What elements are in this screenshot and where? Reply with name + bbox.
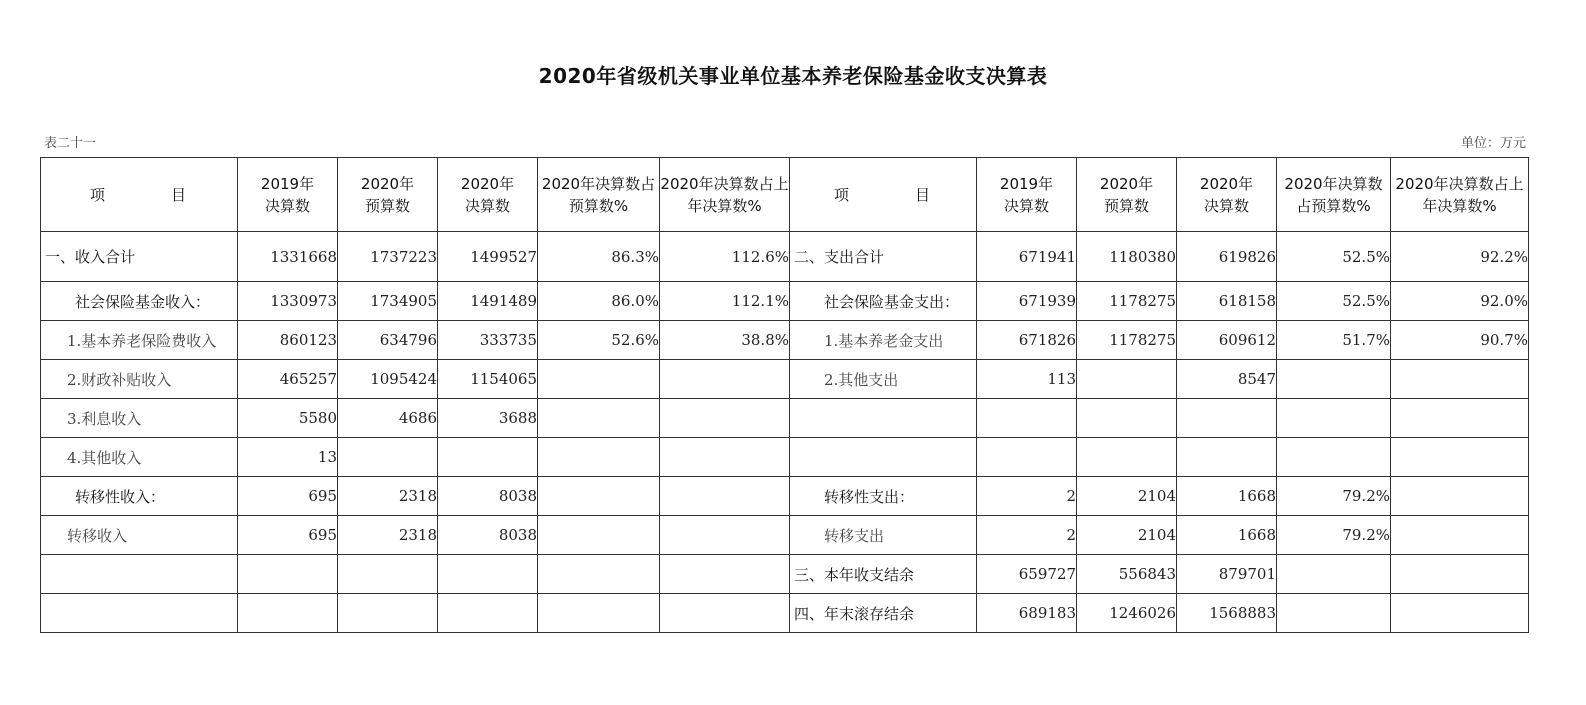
expense-2020-final: 609612 (1177, 321, 1277, 360)
income-2020-final: 3688 (438, 399, 538, 438)
expense-label: 二、支出合计 (790, 232, 977, 282)
income-2019-final: 1330973 (238, 282, 338, 321)
expense-2020-budget: 2104 (1077, 516, 1177, 555)
income-pct-of-budget: 86.0% (538, 282, 660, 321)
expense-2020-final: 8547 (1177, 360, 1277, 399)
expense-pct-of-budget: 79.2% (1277, 477, 1391, 516)
expense-2019-final: 671939 (977, 282, 1077, 321)
income-pct-of-budget (538, 438, 660, 477)
income-pct-of-prev-year (660, 438, 790, 477)
income-2019-final: 1331668 (238, 232, 338, 282)
income-2020-final (438, 438, 538, 477)
page-title: 2020年省级机关事业单位基本养老保险基金收支决算表 (538, 64, 1048, 88)
income-label: 1.基本养老保险费收入 (41, 321, 238, 360)
expense-label: 四、年末滚存结余 (790, 594, 977, 633)
expense-pct-of-budget (1277, 360, 1391, 399)
header-2020-final: 2020年 决算数 (438, 158, 538, 232)
expense-pct-of-budget: 52.5% (1277, 232, 1391, 282)
expense-pct-of-prev-year (1391, 594, 1529, 633)
header-item-expense (790, 158, 977, 232)
income-2019-final: 13 (238, 438, 338, 477)
income-2019-final: 465257 (238, 360, 338, 399)
expense-pct-of-prev-year (1391, 399, 1529, 438)
expense-2020-final: 879701 (1177, 555, 1277, 594)
expense-pct-of-prev-year (1391, 555, 1529, 594)
income-pct-of-budget (538, 477, 660, 516)
expense-2019-final: 2 (977, 516, 1077, 555)
expense-2020-budget: 556843 (1077, 555, 1177, 594)
expense-pct-of-budget (1277, 555, 1391, 594)
expense-label (790, 438, 977, 477)
income-2020-budget (338, 594, 438, 633)
table-number: 表二十一 (44, 136, 97, 151)
income-2020-budget (338, 555, 438, 594)
header-pct-of-budget: 2020年决算数占预算数% (1277, 158, 1391, 232)
expense-2020-budget: 1180380 (1077, 232, 1177, 282)
income-label: 2.财政补贴收入 (41, 360, 238, 399)
header-2020-final: 2020年 决算数 (1177, 158, 1277, 232)
income-pct-of-budget (538, 360, 660, 399)
income-2020-final (438, 555, 538, 594)
expense-2019-final: 689183 (977, 594, 1077, 633)
table-row (41, 399, 1529, 438)
expense-2020-final: 1668 (1177, 516, 1277, 555)
income-pct-of-prev-year (660, 360, 790, 399)
income-2020-final: 1491489 (438, 282, 538, 321)
income-label (41, 594, 238, 633)
table-row (41, 516, 1529, 555)
income-2019-final: 860123 (238, 321, 338, 360)
expense-pct-of-prev-year (1391, 477, 1529, 516)
income-pct-of-budget: 52.6% (538, 321, 660, 360)
expense-label: 转移性支出： (790, 477, 977, 516)
income-label (41, 555, 238, 594)
income-pct-of-prev-year (660, 477, 790, 516)
expense-2019-final (977, 399, 1077, 438)
header-2020-budget: 2020年 预算数 (1077, 158, 1177, 232)
income-pct-of-budget (538, 555, 660, 594)
table-row (41, 232, 1529, 282)
income-2020-final: 1499527 (438, 232, 538, 282)
header-2019-final: 2019年 决算数 (238, 158, 338, 232)
table-row (41, 477, 1529, 516)
expense-2019-final: 671826 (977, 321, 1077, 360)
income-2020-final (438, 594, 538, 633)
expense-2019-final (977, 438, 1077, 477)
income-label: 3.利息收入 (41, 399, 238, 438)
header-row (41, 158, 1529, 232)
expense-label: 1.基本养老金支出 (790, 321, 977, 360)
expense-pct-of-budget (1277, 594, 1391, 633)
expense-label: 社会保险基金支出： (790, 282, 977, 321)
income-2020-budget: 1737223 (338, 232, 438, 282)
income-pct-of-prev-year (660, 516, 790, 555)
income-2020-final: 8038 (438, 516, 538, 555)
header-item-char2: 目 (171, 185, 189, 204)
expense-2019-final: 113 (977, 360, 1077, 399)
expense-2019-final: 659727 (977, 555, 1077, 594)
expense-pct-of-prev-year (1391, 360, 1529, 399)
expense-2019-final: 671941 (977, 232, 1077, 282)
expense-2020-final: 618158 (1177, 282, 1277, 321)
expense-2020-budget: 1246026 (1077, 594, 1177, 633)
expense-pct-of-budget: 52.5% (1277, 282, 1391, 321)
table-row (41, 555, 1529, 594)
expense-pct-of-prev-year: 90.7% (1391, 321, 1529, 360)
income-2020-budget: 1734905 (338, 282, 438, 321)
income-pct-of-budget (538, 399, 660, 438)
expense-pct-of-budget (1277, 438, 1391, 477)
income-2020-budget: 634796 (338, 321, 438, 360)
expense-pct-of-prev-year (1391, 516, 1529, 555)
table-row (41, 321, 1529, 360)
income-2020-budget: 4686 (338, 399, 438, 438)
income-label: 社会保险基金收入： (41, 282, 238, 321)
income-pct-of-prev-year (660, 555, 790, 594)
header-pct-of-prev-year: 2020年决算数占上年决算数% (660, 158, 790, 232)
header-item-income (41, 158, 238, 232)
income-2020-final: 333735 (438, 321, 538, 360)
income-2020-budget (338, 438, 438, 477)
income-2019-final: 5580 (238, 399, 338, 438)
expense-label (790, 399, 977, 438)
table-row (41, 438, 1529, 477)
header-pct-of-prev-year: 2020年决算数占上年决算数% (1391, 158, 1529, 232)
income-pct-of-budget: 86.3% (538, 232, 660, 282)
header-item-char1: 项 (833, 185, 851, 204)
budget-table (40, 157, 1529, 633)
expense-2020-budget (1077, 399, 1177, 438)
table-row (41, 360, 1529, 399)
income-label: 4.其他收入 (41, 438, 238, 477)
income-pct-of-prev-year: 112.1% (660, 282, 790, 321)
unit-label: 单位：万元 (1460, 136, 1526, 151)
income-pct-of-budget (538, 594, 660, 633)
expense-2020-final: 619826 (1177, 232, 1277, 282)
expense-2020-final: 1568883 (1177, 594, 1277, 633)
expense-2020-budget: 2104 (1077, 477, 1177, 516)
expense-label: 2.其他支出 (790, 360, 977, 399)
income-pct-of-prev-year (660, 594, 790, 633)
expense-2020-budget (1077, 438, 1177, 477)
income-pct-of-budget (538, 516, 660, 555)
income-2019-final (238, 594, 338, 633)
expense-pct-of-prev-year: 92.2% (1391, 232, 1529, 282)
header-2020-budget: 2020年 预算数 (338, 158, 438, 232)
income-label: 转移收入 (41, 516, 238, 555)
expense-2020-final (1177, 399, 1277, 438)
expense-pct-of-prev-year: 92.0% (1391, 282, 1529, 321)
expense-pct-of-prev-year (1391, 438, 1529, 477)
expense-pct-of-budget: 51.7% (1277, 321, 1391, 360)
income-label: 转移性收入： (41, 477, 238, 516)
expense-pct-of-budget: 79.2% (1277, 516, 1391, 555)
header-item-char2: 目 (915, 185, 933, 204)
header-item-char1: 项 (89, 185, 107, 204)
expense-2020-budget (1077, 360, 1177, 399)
income-2020-budget: 2318 (338, 516, 438, 555)
income-pct-of-prev-year: 112.6% (660, 232, 790, 282)
income-2020-budget: 2318 (338, 477, 438, 516)
income-2019-final (238, 555, 338, 594)
income-2020-final: 1154065 (438, 360, 538, 399)
income-2020-budget: 1095424 (338, 360, 438, 399)
income-2020-final: 8038 (438, 477, 538, 516)
expense-pct-of-budget (1277, 399, 1391, 438)
expense-2020-final (1177, 438, 1277, 477)
table-row (41, 594, 1529, 633)
expense-label: 转移支出 (790, 516, 977, 555)
income-pct-of-prev-year (660, 399, 790, 438)
income-label: 一、收入合计 (41, 232, 238, 282)
expense-2019-final: 2 (977, 477, 1077, 516)
income-2019-final: 695 (238, 477, 338, 516)
header-2019-final: 2019年 决算数 (977, 158, 1077, 232)
income-pct-of-prev-year: 38.8% (660, 321, 790, 360)
expense-label: 三、本年收支结余 (790, 555, 977, 594)
header-pct-of-budget: 2020年决算数占预算数% (538, 158, 660, 232)
income-2019-final: 695 (238, 516, 338, 555)
expense-2020-final: 1668 (1177, 477, 1277, 516)
table-row (41, 282, 1529, 321)
expense-2020-budget: 1178275 (1077, 282, 1177, 321)
expense-2020-budget: 1178275 (1077, 321, 1177, 360)
